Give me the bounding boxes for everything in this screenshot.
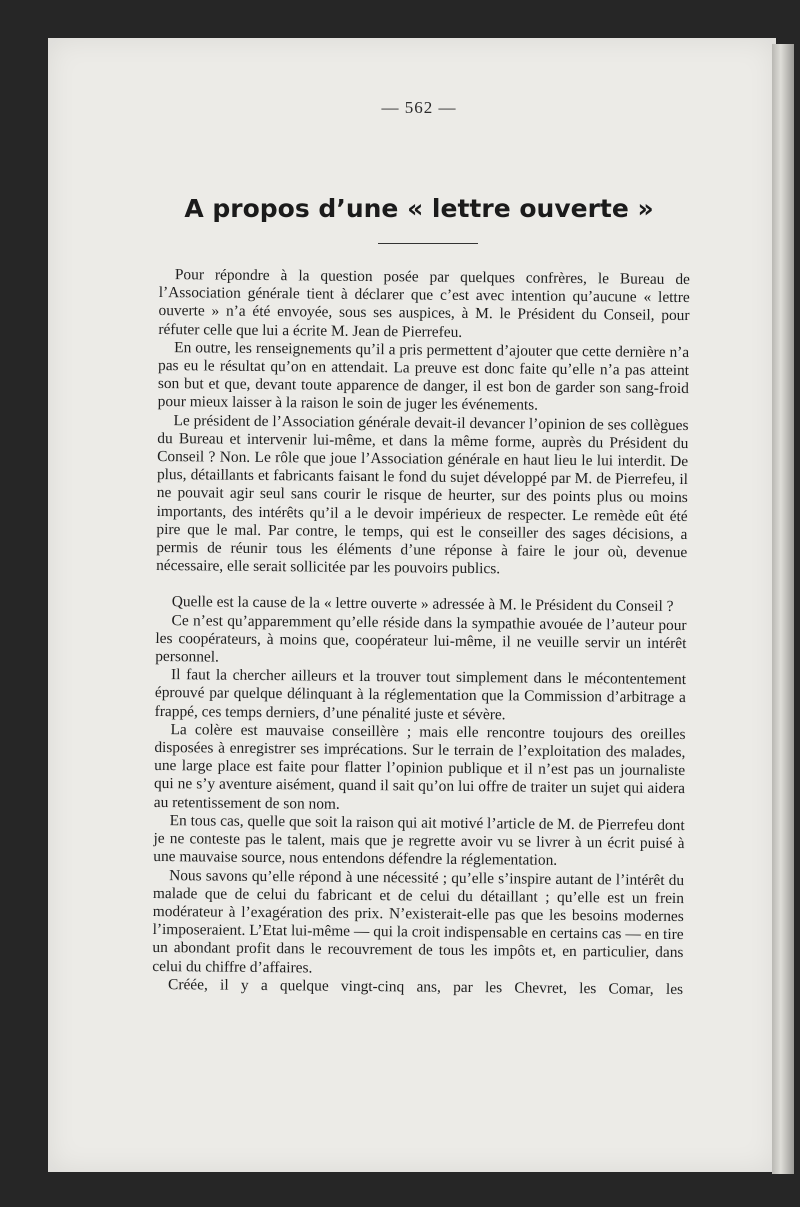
paragraph: Ce n’est qu’apparemment qu’elle réside dans la sympathie avouée de l’auteur pour les coopérateurs, à moins que, coopérateur lui-même, il ne veuille servir un intérêt personnel. xyxy=(155,611,687,666)
page-number: — 562 — xyxy=(381,98,457,117)
document-page xyxy=(48,38,776,1172)
paragraph: La colère est mauvaise conseillère ; mais elle rencontre toujours des oreilles disposées à enregistrer ses imprécations. Sur le terrain de l’exploitation des malades, une large place est faite pour flatter l’opinion publique et il n’est pas un journaliste qui ne s’y aventure aisément, quand il sait qu’on lui offre de traiter un sujet qui aidera au retentissement de son nom. xyxy=(153,721,686,813)
article-body xyxy=(152,266,690,999)
page-edge xyxy=(772,44,794,1174)
paragraph: Il faut la chercher ailleurs et la trouver tout simplement dans le mécontentement éprouvé par quelque délinquant à la réglementation que la Commission d’arbitrage a frappé, ces temps derniers, d’une pénalité juste et sévère. xyxy=(154,666,687,724)
title-divider xyxy=(378,243,478,244)
paragraph: Quelle est la cause de la « lettre ouverte » adressée à M. le Président du Conseil ? xyxy=(171,593,674,616)
article-title: A propos d’une « lettre ouverte » xyxy=(184,194,654,223)
paragraph: En outre, les renseignements qu’il a pris permettent d’ajouter que cette dernière n’a pas eu le résultat qu’on en attendait. La preuve est donc faite qu’elle n’a pas atteint son but et que, devant toute apparence de danger, il est bon de garder son sang-froid pour mieux laisser à la raison le soin de juger les événements. xyxy=(157,338,690,415)
paragraph: Créée, il y a quelque vingt-cinq ans, par les Chevret, les Comar, les xyxy=(168,975,684,998)
paragraph: Pour répondre à la question posée par quelques confrères, le Bureau de l’Association générale tient à déclarer que c’est avec intention qu’aucune « lettre ouverte » n’a été envoyée, sous ses auspices, à M. le Président du Conseil, pour réfuter celle que lui a écrite M. Jean de Pierrefeu. xyxy=(158,266,690,341)
paragraph: Nous savons qu’elle répond à une nécessité ; qu’elle s’inspire autant de l’intérêt du malade que de celui du fabricant et de celui du détaillant ; qu’elle est un frein modérateur à l’exagération des prix. N’existerait-elle pas que les besoins modernes l’imposeraient. L’Etat lui-même — qui la croit indispensable en certains cas — en tire un abondant profit dans le recouvrement de tous les impôts et, en particulier, dans celui du chiffre d’affaires. xyxy=(152,866,685,977)
paragraph: En tous cas, quelle que soit la raison qui ait motivé l’article de M. de Pierrefeu dont je ne conteste pas le talent, mais que je regrette avoir vu se livrer à un écrit puisé à une mauvaise source, nous entendons défendre la réglementation. xyxy=(153,812,685,870)
paragraph: Le président de l’Association générale devait-il devancer l’opinion de ses collègues du Bureau et intervenir lui-même, et dans la même forme, auprès du Président du Conseil ? Non. Le rôle que joue l’Association générale en haut lieu le lui interdit. De plus, détaillants et fabricants faisant le fond du sujet développé par M. de Pierrefeu, il ne pouvait agir seul sans courir le risque de heurter, sur des points plus ou moins importants, des intérêts qu’il a le devoir impérieux de respecter. Le remède eût été pire que le mal. Par contre, le temps, qui est le conseiller des sages décisions, a permis de réunir tous les éléments d’une réponse à faire le jour où, devenue nécessaire, elle serait sollicitée par les pouvoirs publics. xyxy=(156,411,689,578)
